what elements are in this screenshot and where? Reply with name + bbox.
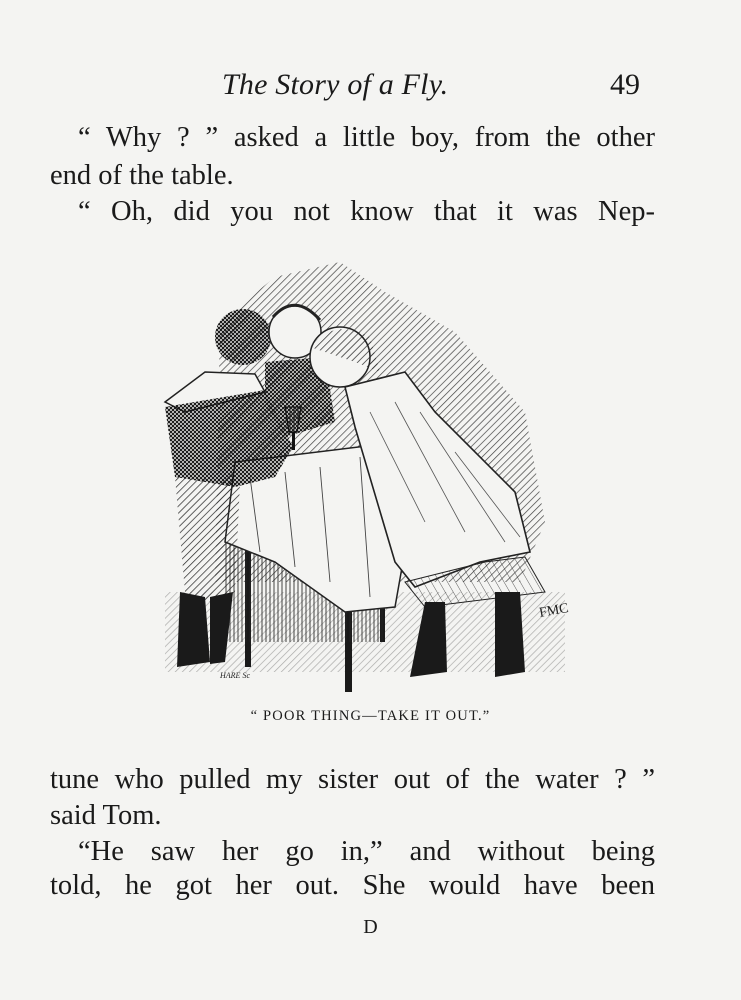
running-head [0,62,741,106]
text-line: tune who pulled my sister out of the water ? ” [50,764,655,795]
running-head-title: The Story of a Fly. [222,68,449,101]
signature-mark: D [363,916,378,938]
boy-head [215,309,271,365]
engraving-illustration [125,262,575,692]
artist-monogram: FMC [538,601,570,621]
boy-legs [177,592,233,667]
engraver-signature: HARE Sc [220,671,250,680]
text-line: said Tom. [50,800,162,831]
illustration-caption: “ POOR THING—TAKE IT OUT.” [250,708,491,724]
text-line: end of the table. [50,160,234,191]
text-line: “ Oh, did you not know that it was Nep- [78,196,655,227]
text-line: “ Why ? ” asked a little boy, from the other [78,122,655,153]
text-line: “He saw her go in,” and without being [78,836,655,867]
boy-trousers [175,477,240,602]
text-line: told, he got her out. She would have been [50,870,655,901]
page-number: 49 [610,68,640,101]
